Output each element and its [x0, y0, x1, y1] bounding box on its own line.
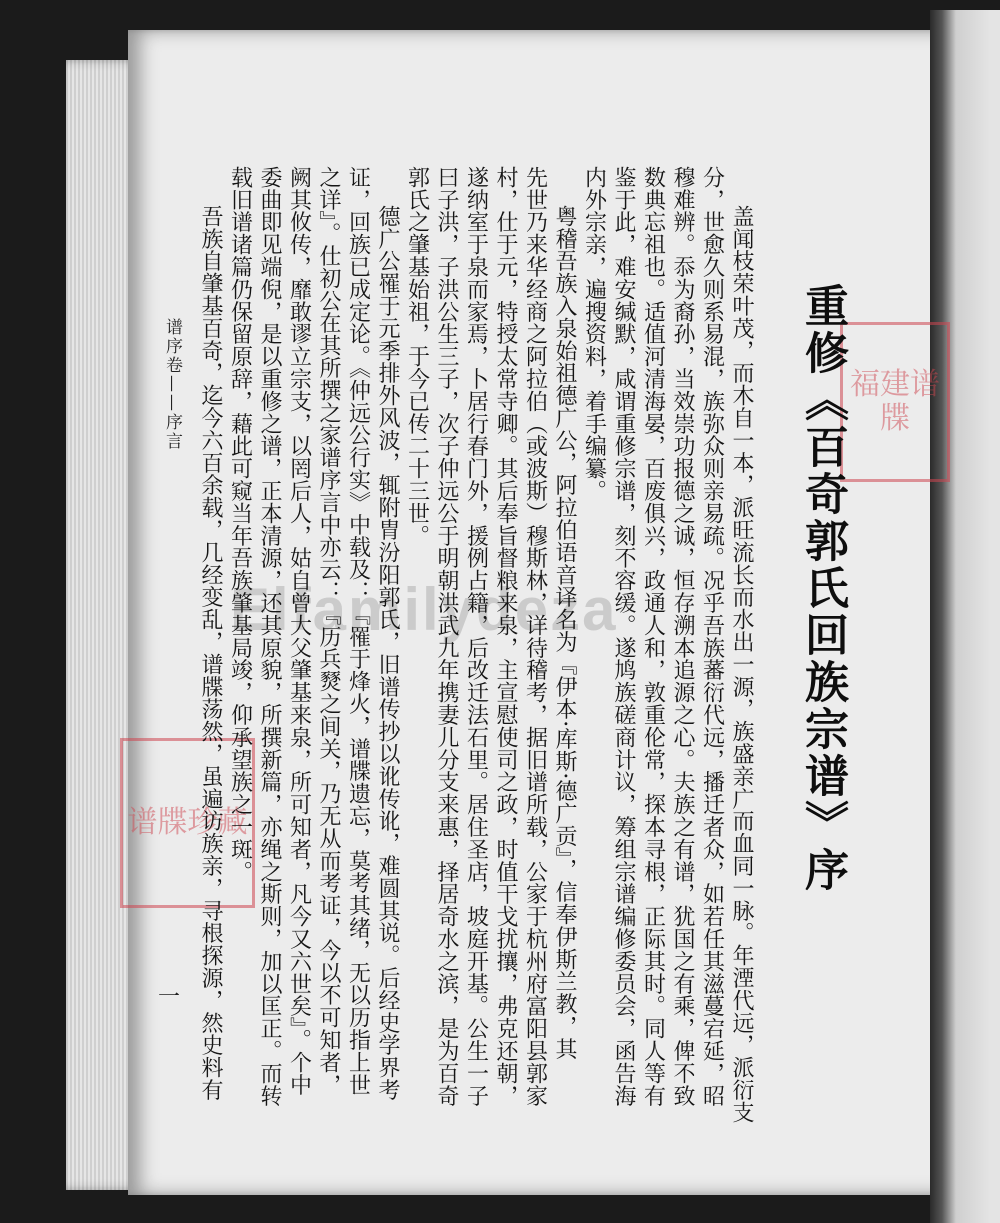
text-column-8: 先世乃来华经商之阿拉伯（或波斯）穆斯林，详待稽考，据旧谱所载，公家于杭州府富阳县郭家	[522, 166, 548, 1107]
text-column-14: 证，回族已成定论。《仲远公行实》中载及：『罹于烽火，谱牒遗忘，莫考其绪，无以历指上世	[345, 166, 371, 1096]
page-title: 重修《百奇郭氏回族宗谱》序	[797, 283, 848, 894]
text-column-18: 载旧谱诸篇仍保留原辞，藉此可窥当年吾族肇基局竣，仰承望族之一斑。	[227, 166, 253, 883]
text-column-5: 鉴于此，难安缄默，咸谓重修宗谱，刻不容缓。遂鸠族磋商计议，筹组宗谱编修委员会，函告海	[611, 166, 636, 1107]
text-column-7: 粤稽吾族入泉始祖德广公，阿拉伯语音译名为『伊本·库斯·德广贡』，信奉伊斯兰教，其	[552, 205, 577, 1060]
text-column-1: 盖闻枝荣叶茂，而木自一本，派旺流长而水出一源，族盛亲广而血同一脉。年湮代远，派衍支	[729, 205, 754, 1124]
text-column-9: 村，仕于元，特授太常寺卿。其后奉旨督粮来泉，主宣慰使司之政，时值干戈扰攘，弗克还朝，	[493, 166, 518, 1107]
text-column-12: 郭氏之肇基始祖，于今已传二十三世。	[404, 166, 430, 547]
text-column-16: 阙其攸传，靡敢谬立宗支，以罔后人，姑自曾大父肇基来泉，所可知者，凡今又六世矣』。个中	[286, 166, 312, 1096]
text-column-13: 德广公罹于元季排外风波，辄附胄汾阳郭氏，旧谱传抄以讹传讹，难圆其说。后经史学界考	[375, 205, 400, 1101]
page-number: 一	[158, 985, 181, 1010]
running-head: 谱序卷——序言	[162, 318, 182, 451]
text-column-17: 委曲即见端倪，是以重修之谱，正本清源，还其原貌，所撰新篇，亦绳之斯则，加以匡正。而转	[257, 166, 282, 1107]
text-column-15: 之详』。仕初公在其所撰之家谱序言中亦云：『历兵燹之间关，乃无从而考证，今以不可知者，	[316, 166, 341, 1096]
text-column-4: 数典忘祖也。适值河清海晏，百废俱兴，政通人和，敦重伦常，探本寻根，正际其时。同人等有	[640, 166, 666, 1107]
book-gutter	[930, 10, 1000, 1223]
red-seal-stamp-top: 福建谱牒	[840, 322, 950, 482]
text-column-11: 曰子洪，子洪公生三子，次子仲远公于明朝洪武九年携妻儿分支来惠，择居奇水之滨，是为百奇	[434, 166, 459, 1107]
text-column-10: 遂纳室于泉而家焉，卜居行春门外，援例占籍，后改迁法石里。居住圣店，坡庭开基。公生一子	[463, 166, 489, 1107]
watermark: Elfamilydeza	[230, 576, 618, 643]
text-column-19: 吾族自肇基百奇，迄今六百余载，几经变乱，谱牒荡然，虽遍访族亲，寻根探源，然史料有	[198, 205, 223, 1101]
red-seal-stamp-bottom: 谱牒珍藏	[120, 738, 255, 908]
text-column-6: 内外宗亲，遍搜资料，着手编纂。	[581, 166, 607, 502]
text-column-2: 分，世愈久则系易混，族弥众则亲易疏。况乎吾族蕃衍代远，播迁者众，如若任其滋蔓宕延，昭	[699, 166, 725, 1107]
text-column-3: 穆难辨。忝为裔孙，当效崇功报德之诚，恒存溯本追源之心。夫族之有谱，犹国之有乘，俾不致	[670, 166, 695, 1107]
